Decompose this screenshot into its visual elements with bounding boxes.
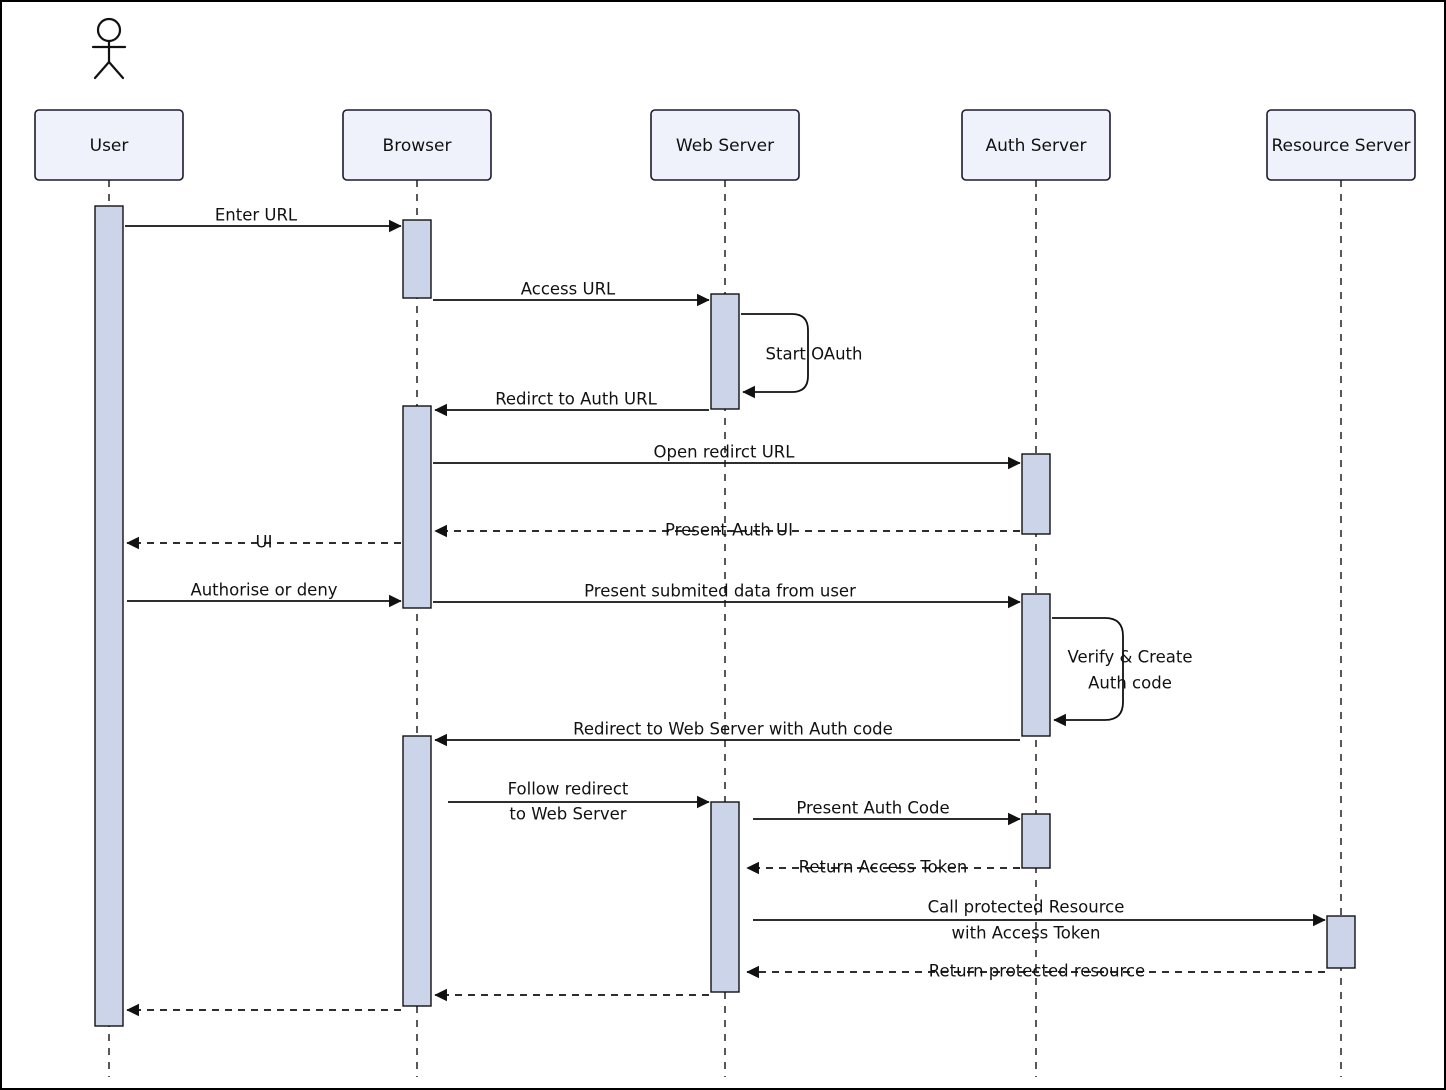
message-verify-create-auth-code-label-1: Verify & Create	[1067, 647, 1193, 667]
message-verify-create-auth-code-label-2: Auth code	[1088, 673, 1172, 693]
activation-auth-server-2	[1022, 594, 1050, 736]
message-present-auth-code-label: Present Auth Code	[796, 798, 950, 818]
message-access-url-label: Access URL	[520, 279, 616, 299]
participant-browser[interactable]	[343, 110, 491, 180]
participant-resource-server-label: Resource Server	[1271, 136, 1411, 156]
message-redirect-to-web-server-with-auth-code-label: Redirect to Web Server with Auth code	[573, 719, 893, 739]
message-call-protected-resource-label-1: Call protected Resource	[927, 897, 1125, 917]
user-actor-icon	[93, 19, 125, 78]
participant-auth-server-label: Auth Server	[985, 136, 1087, 156]
message-open-redirect-url-label: Open redirct URL	[653, 442, 795, 462]
message-open-redirect-url	[433, 443, 1020, 464]
message-authorise-or-deny-label: Authorise or deny	[190, 580, 338, 600]
message-ui	[127, 533, 401, 552]
message-return-access-token	[747, 858, 1020, 877]
message-redirect-to-auth-url	[435, 390, 709, 411]
participant-auth-server[interactable]	[962, 110, 1110, 180]
activation-web-server-2	[711, 802, 739, 992]
message-ui-label: UI	[255, 532, 273, 552]
message-call-protected-resource	[753, 898, 1325, 943]
message-enter-url	[125, 206, 401, 227]
message-return-protected-resource	[747, 962, 1325, 981]
activation-resource-server-1	[1327, 916, 1355, 968]
message-present-submitted-data	[433, 582, 1020, 603]
message-enter-url-label: Enter URL	[214, 205, 298, 225]
message-return-access-token-label: Return Access Token	[798, 857, 968, 877]
activation-browser-3	[403, 736, 431, 1006]
activation-user	[95, 206, 123, 1026]
message-redirect-to-web-server-with-auth-code	[435, 720, 1020, 741]
participant-user-label: User	[89, 136, 129, 156]
participant-browser-label: Browser	[382, 136, 452, 156]
message-return-protected-resource-label: Return protected resource	[928, 961, 1146, 981]
participant-web-server[interactable]	[651, 110, 799, 180]
message-authorise-or-deny	[127, 581, 401, 602]
message-start-oauth	[741, 314, 862, 392]
message-access-url	[433, 280, 709, 301]
message-redirect-to-auth-url-label: Redirct to Auth URL	[495, 389, 657, 409]
activation-browser-2	[403, 406, 431, 608]
message-follow-redirect	[448, 780, 709, 824]
participant-resource-server[interactable]	[1267, 110, 1415, 180]
message-present-auth-code	[753, 799, 1020, 820]
activation-web-server-1	[711, 294, 739, 409]
message-present-auth-ui	[435, 521, 1020, 540]
message-present-submitted-data-label: Present submited data from user	[584, 581, 856, 601]
activation-browser-1	[403, 220, 431, 298]
diagram-svg	[2, 2, 1446, 1090]
participant-user[interactable]	[35, 110, 183, 180]
message-follow-redirect-label-1: Follow redirect	[507, 779, 629, 799]
message-verify-create-auth-code	[1052, 618, 1193, 720]
participant-web-server-label: Web Server	[675, 136, 775, 156]
message-start-oauth-label: Start OAuth	[765, 344, 863, 364]
message-call-protected-resource-label-2: with Access Token	[951, 923, 1101, 943]
activation-auth-server-3	[1022, 814, 1050, 868]
message-follow-redirect-label-2: to Web Server	[509, 804, 627, 824]
message-present-auth-ui-label: Present Auth UI	[664, 520, 794, 540]
activation-auth-server-1	[1022, 454, 1050, 534]
